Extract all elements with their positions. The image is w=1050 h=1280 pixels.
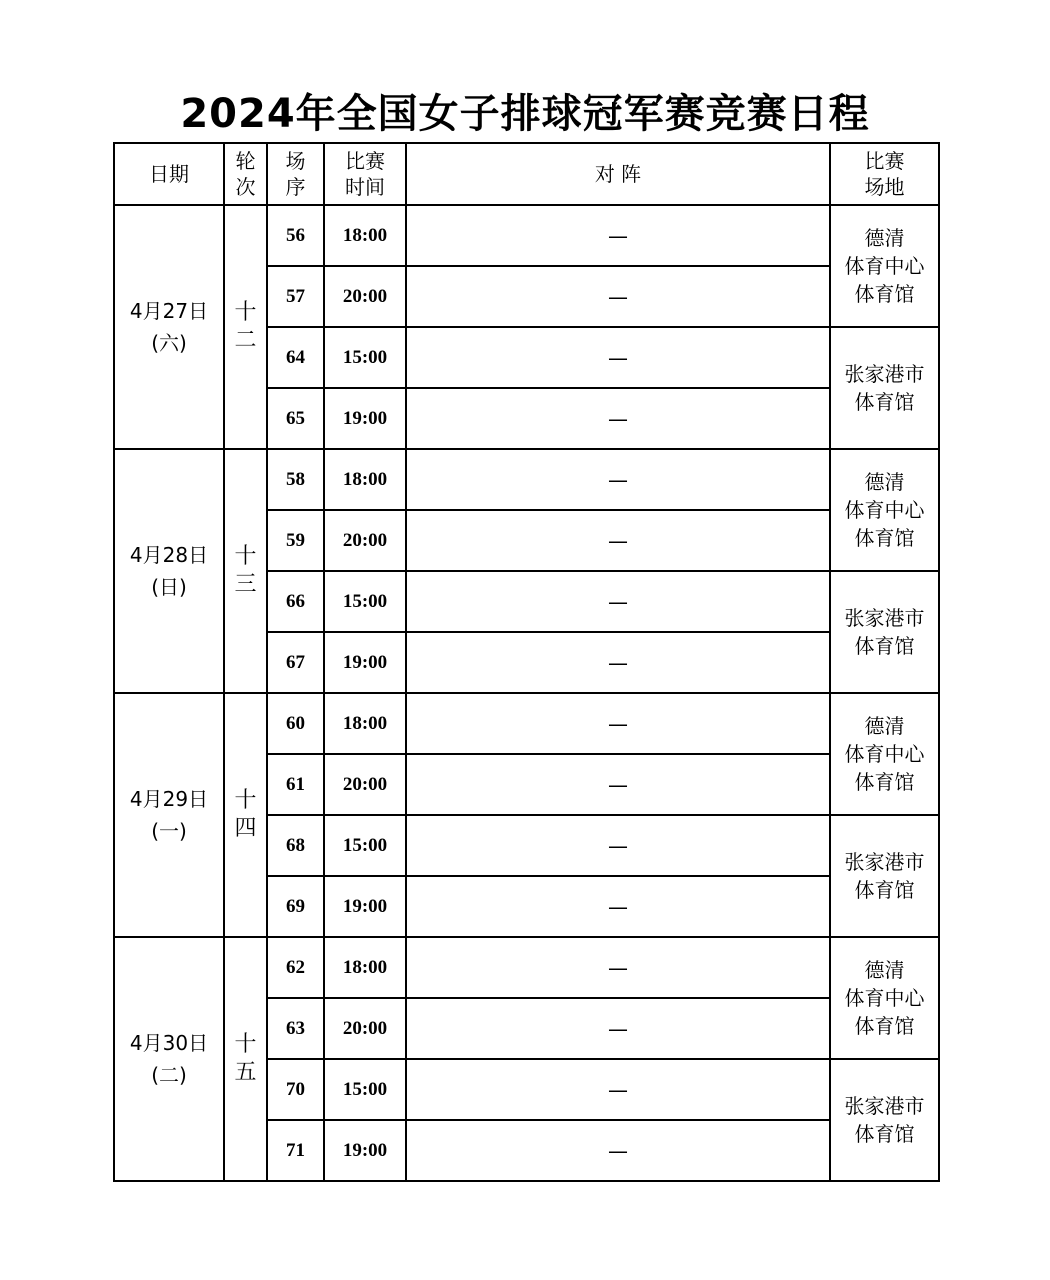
- venue-zhangjiagang: [830, 1059, 939, 1181]
- match-cell: —: [406, 632, 830, 693]
- venue-line: 德清: [864, 226, 905, 250]
- venue-line: 体育中心: [844, 254, 925, 278]
- venue-zhangjiagang: [830, 571, 939, 693]
- header-game-number: [267, 143, 324, 205]
- header-venue: [830, 143, 939, 205]
- weekday-label: (一): [151, 819, 187, 843]
- round-label-1: 十: [234, 544, 257, 569]
- venue-line: 张家港市: [844, 362, 925, 386]
- game-time: 20:00: [324, 266, 406, 327]
- header-time: [324, 143, 406, 205]
- game-number: 56: [267, 205, 324, 266]
- round-label-2: 二: [234, 328, 257, 353]
- header-round: [224, 143, 267, 205]
- game-time: 19:00: [324, 1120, 406, 1181]
- venue-deqing: [830, 205, 939, 327]
- match-cell: —: [406, 388, 830, 449]
- weekday-label: (日): [151, 575, 187, 599]
- header-match-label: 对 阵: [594, 162, 642, 186]
- date-cell: [114, 693, 224, 937]
- match-cell: —: [406, 327, 830, 388]
- table-row: [114, 205, 939, 266]
- game-time: 19:00: [324, 632, 406, 693]
- table-row: [114, 449, 939, 510]
- venue-line: 体育馆: [854, 526, 915, 550]
- table-row: [114, 693, 939, 754]
- game-time: 15:00: [324, 1059, 406, 1120]
- venue-line: 德清: [864, 958, 905, 982]
- round-label-2: 三: [234, 572, 257, 597]
- game-time: 18:00: [324, 205, 406, 266]
- round-label-1: 十: [234, 1032, 257, 1057]
- venue-line: 德清: [864, 714, 905, 738]
- venue-line: 体育中心: [844, 742, 925, 766]
- game-number: 70: [267, 1059, 324, 1120]
- match-cell: —: [406, 1120, 830, 1181]
- game-number: 68: [267, 815, 324, 876]
- game-number: 57: [267, 266, 324, 327]
- date-cell: [114, 449, 224, 693]
- match-cell: —: [406, 449, 830, 510]
- schedule-table: [113, 142, 940, 1182]
- game-time: 18:00: [324, 693, 406, 754]
- match-cell: —: [406, 937, 830, 998]
- match-cell: —: [406, 510, 830, 571]
- game-time: 18:00: [324, 449, 406, 510]
- game-time: 15:00: [324, 815, 406, 876]
- venue-line: 体育中心: [844, 498, 925, 522]
- venue-deqing: [830, 693, 939, 815]
- venue-line: 体育馆: [854, 770, 915, 794]
- header-time-label-1: 比赛: [345, 149, 385, 173]
- header-time-label-2: 时间: [345, 175, 385, 199]
- game-number: 69: [267, 876, 324, 937]
- date-cell: [114, 937, 224, 1181]
- round-cell: [224, 937, 267, 1181]
- weekday-label: (六): [151, 331, 187, 355]
- match-cell: —: [406, 1059, 830, 1120]
- venue-line: 体育馆: [854, 282, 915, 306]
- match-cell: —: [406, 815, 830, 876]
- round-label-2: 四: [234, 816, 257, 841]
- venue-line: 体育馆: [854, 1014, 915, 1038]
- game-time: 19:00: [324, 388, 406, 449]
- venue-deqing: [830, 937, 939, 1059]
- match-cell: —: [406, 693, 830, 754]
- table-row: [114, 937, 939, 998]
- header-date: [114, 143, 224, 205]
- date-label: 4月30日: [129, 1031, 209, 1055]
- venue-line: 体育馆: [854, 390, 915, 414]
- header-venue-label-2: 场地: [864, 175, 905, 199]
- date-label: 4月27日: [129, 299, 209, 323]
- venue-line: 体育馆: [854, 878, 915, 902]
- game-number: 59: [267, 510, 324, 571]
- round-cell: [224, 693, 267, 937]
- match-cell: —: [406, 205, 830, 266]
- match-cell: —: [406, 876, 830, 937]
- game-time: 15:00: [324, 571, 406, 632]
- venue-zhangjiagang: [830, 815, 939, 937]
- header-row: [114, 143, 939, 205]
- game-number: 64: [267, 327, 324, 388]
- game-number: 65: [267, 388, 324, 449]
- venue-line: 张家港市: [844, 606, 925, 630]
- match-cell: —: [406, 998, 830, 1059]
- round-label-1: 十: [234, 300, 257, 325]
- header-round-label-2: 次: [235, 175, 256, 199]
- weekday-label: (二): [151, 1063, 187, 1087]
- venue-line: 体育中心: [844, 986, 925, 1010]
- venue-line: 体育馆: [854, 634, 915, 658]
- game-number: 63: [267, 998, 324, 1059]
- game-number: 71: [267, 1120, 324, 1181]
- game-number: 67: [267, 632, 324, 693]
- venue-line: 体育馆: [854, 1122, 915, 1146]
- venue-line: 张家港市: [844, 850, 925, 874]
- game-time: 19:00: [324, 876, 406, 937]
- game-time: 20:00: [324, 998, 406, 1059]
- game-time: 18:00: [324, 937, 406, 998]
- header-match: [406, 143, 830, 205]
- game-number: 58: [267, 449, 324, 510]
- game-time: 20:00: [324, 754, 406, 815]
- venue-zhangjiagang: [830, 327, 939, 449]
- header-date-label: 日期: [149, 162, 189, 186]
- round-label-1: 十: [234, 788, 257, 813]
- page-title: 2024年全国女子排球冠军赛竞赛日程: [180, 91, 870, 137]
- header-venue-label-1: 比赛: [864, 149, 905, 173]
- match-cell: —: [406, 266, 830, 327]
- game-number: 61: [267, 754, 324, 815]
- venue-line: 张家港市: [844, 1094, 925, 1118]
- game-time: 20:00: [324, 510, 406, 571]
- venue-line: 德清: [864, 470, 905, 494]
- round-cell: [224, 449, 267, 693]
- venue-deqing: [830, 449, 939, 571]
- date-label: 4月29日: [129, 787, 209, 811]
- date-label: 4月28日: [129, 543, 209, 567]
- game-number: 62: [267, 937, 324, 998]
- schedule-body: [114, 205, 939, 1181]
- game-number: 60: [267, 693, 324, 754]
- match-cell: —: [406, 571, 830, 632]
- match-cell: —: [406, 754, 830, 815]
- game-time: 15:00: [324, 327, 406, 388]
- round-label-2: 五: [234, 1060, 257, 1085]
- header-round-label-1: 轮: [235, 149, 256, 173]
- header-num-label-1: 场: [285, 149, 306, 173]
- round-cell: [224, 205, 267, 449]
- game-number: 66: [267, 571, 324, 632]
- date-cell: [114, 205, 224, 449]
- header-num-label-2: 序: [285, 175, 306, 199]
